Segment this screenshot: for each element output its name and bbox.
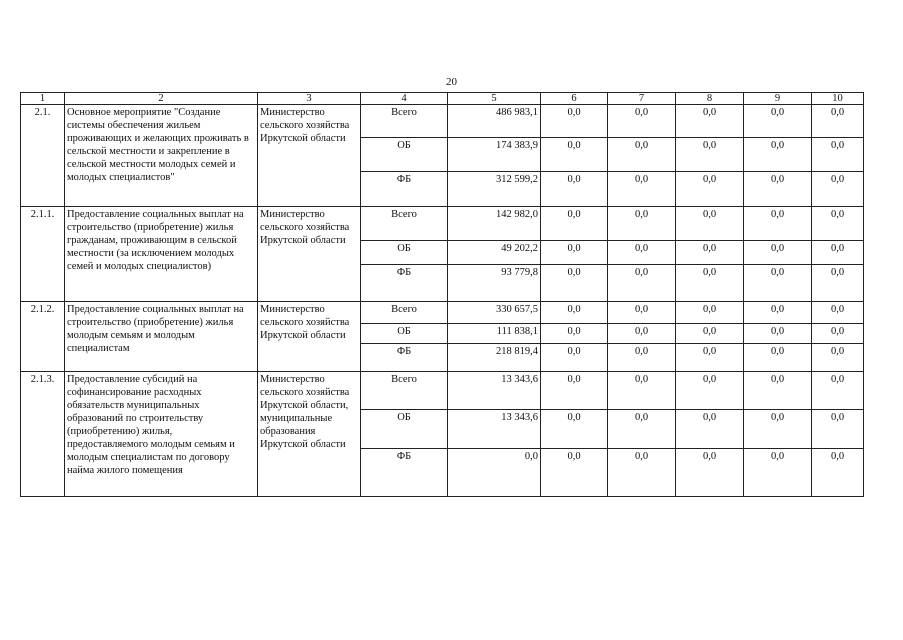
value-col-10: 0,0 bbox=[812, 172, 864, 207]
value-col-9: 0,0 bbox=[744, 410, 812, 449]
value-col-6: 0,0 bbox=[541, 449, 608, 497]
row-number: 2.1.2. bbox=[21, 302, 65, 372]
value-col-9: 0,0 bbox=[744, 324, 812, 344]
value-col-5: 330 657,5 bbox=[448, 302, 541, 324]
row-number: 2.1.3. bbox=[21, 372, 65, 497]
value-col-6: 0,0 bbox=[541, 105, 608, 138]
value-col-10: 0,0 bbox=[812, 105, 864, 138]
value-col-9: 0,0 bbox=[744, 138, 812, 172]
value-col-10: 0,0 bbox=[812, 138, 864, 172]
value-col-8: 0,0 bbox=[676, 265, 744, 302]
value-col-5: 93 779,8 bbox=[448, 265, 541, 302]
value-col-7: 0,0 bbox=[608, 302, 676, 324]
row-organization: Министерство сельского хозяйства Иркутской области bbox=[258, 207, 361, 302]
header-col-8: 8 bbox=[676, 93, 744, 105]
value-col-8: 0,0 bbox=[676, 302, 744, 324]
table-row bbox=[21, 302, 864, 324]
value-col-10: 0,0 bbox=[812, 241, 864, 265]
value-col-10: 0,0 bbox=[812, 372, 864, 410]
value-col-10: 0,0 bbox=[812, 265, 864, 302]
funding-source: Всего bbox=[361, 105, 448, 138]
value-col-10: 0,0 bbox=[812, 449, 864, 497]
value-col-5: 0,0 bbox=[448, 449, 541, 497]
page-number: 20 bbox=[446, 76, 457, 88]
funding-source: ФБ bbox=[361, 265, 448, 302]
value-col-9: 0,0 bbox=[744, 172, 812, 207]
value-col-8: 0,0 bbox=[676, 172, 744, 207]
row-organization: Министерство сельского хозяйства Иркутской области bbox=[258, 105, 361, 207]
value-col-9: 0,0 bbox=[744, 207, 812, 241]
value-col-6: 0,0 bbox=[541, 172, 608, 207]
funding-source: Всего bbox=[361, 207, 448, 241]
header-row bbox=[21, 93, 864, 105]
value-col-9: 0,0 bbox=[744, 105, 812, 138]
budget-table bbox=[20, 92, 864, 497]
funding-source: ОБ bbox=[361, 410, 448, 449]
row-description: Предоставление субсидий на софинансирование расходных обязательств муниципальных образований по строительству (приобретению) жилья, предоставляемого молодым семьям и молодым специалистам по договору найма жилого помещения bbox=[65, 372, 258, 497]
value-col-6: 0,0 bbox=[541, 410, 608, 449]
funding-source: ОБ bbox=[361, 324, 448, 344]
value-col-7: 0,0 bbox=[608, 372, 676, 410]
row-organization: Министерство сельского хозяйства Иркутской области, муниципальные образования Иркутской области bbox=[258, 372, 361, 497]
funding-source: ФБ bbox=[361, 344, 448, 372]
value-col-8: 0,0 bbox=[676, 207, 744, 241]
funding-source: ОБ bbox=[361, 138, 448, 172]
funding-source: ФБ bbox=[361, 172, 448, 207]
value-col-8: 0,0 bbox=[676, 344, 744, 372]
table-row bbox=[21, 105, 864, 138]
value-col-6: 0,0 bbox=[541, 265, 608, 302]
funding-source: Всего bbox=[361, 302, 448, 324]
table-row bbox=[21, 207, 864, 241]
row-description: Основное мероприятие "Создание системы обеспечения жильем проживающих и желающих проживать в сельской местности и закрепление в сельской местности молодых семей и молодых специалистов" bbox=[65, 105, 258, 207]
value-col-10: 0,0 bbox=[812, 344, 864, 372]
row-description: Предоставление социальных выплат на строительство (приобретение) жилья молодым семьям и молодым специалистам bbox=[65, 302, 258, 372]
value-col-7: 0,0 bbox=[608, 265, 676, 302]
header-col-3: 3 bbox=[258, 93, 361, 105]
value-col-8: 0,0 bbox=[676, 241, 744, 265]
header-col-7: 7 bbox=[608, 93, 676, 105]
value-col-6: 0,0 bbox=[541, 324, 608, 344]
value-col-5: 218 819,4 bbox=[448, 344, 541, 372]
funding-source: Всего bbox=[361, 372, 448, 410]
value-col-10: 0,0 bbox=[812, 207, 864, 241]
value-col-7: 0,0 bbox=[608, 344, 676, 372]
value-col-5: 13 343,6 bbox=[448, 372, 541, 410]
header-col-10: 10 bbox=[812, 93, 864, 105]
row-number: 2.1. bbox=[21, 105, 65, 207]
value-col-8: 0,0 bbox=[676, 449, 744, 497]
value-col-8: 0,0 bbox=[676, 105, 744, 138]
value-col-6: 0,0 bbox=[541, 302, 608, 324]
value-col-8: 0,0 bbox=[676, 138, 744, 172]
value-col-8: 0,0 bbox=[676, 324, 744, 344]
value-col-9: 0,0 bbox=[744, 372, 812, 410]
value-col-7: 0,0 bbox=[608, 105, 676, 138]
header-col-5: 5 bbox=[448, 93, 541, 105]
value-col-10: 0,0 bbox=[812, 410, 864, 449]
value-col-9: 0,0 bbox=[744, 265, 812, 302]
value-col-8: 0,0 bbox=[676, 410, 744, 449]
row-description: Предоставление социальных выплат на строительство (приобретение) жилья гражданам, проживающим в сельской местности (за исключением молодых семей и молодых специалистов) bbox=[65, 207, 258, 302]
value-col-9: 0,0 bbox=[744, 449, 812, 497]
value-col-10: 0,0 bbox=[812, 302, 864, 324]
value-col-6: 0,0 bbox=[541, 372, 608, 410]
value-col-7: 0,0 bbox=[608, 241, 676, 265]
value-col-8: 0,0 bbox=[676, 372, 744, 410]
value-col-6: 0,0 bbox=[541, 207, 608, 241]
value-col-7: 0,0 bbox=[608, 138, 676, 172]
value-col-7: 0,0 bbox=[608, 172, 676, 207]
value-col-5: 142 982,0 bbox=[448, 207, 541, 241]
value-col-9: 0,0 bbox=[744, 302, 812, 324]
value-col-5: 486 983,1 bbox=[448, 105, 541, 138]
header-col-1: 1 bbox=[21, 93, 65, 105]
value-col-9: 0,0 bbox=[744, 344, 812, 372]
funding-source: ОБ bbox=[361, 241, 448, 265]
value-col-5: 312 599,2 bbox=[448, 172, 541, 207]
value-col-6: 0,0 bbox=[541, 241, 608, 265]
value-col-5: 49 202,2 bbox=[448, 241, 541, 265]
value-col-5: 111 838,1 bbox=[448, 324, 541, 344]
value-col-7: 0,0 bbox=[608, 410, 676, 449]
value-col-5: 13 343,6 bbox=[448, 410, 541, 449]
value-col-10: 0,0 bbox=[812, 324, 864, 344]
value-col-7: 0,0 bbox=[608, 324, 676, 344]
funding-source: ФБ bbox=[361, 449, 448, 497]
row-number: 2.1.1. bbox=[21, 207, 65, 302]
header-col-2: 2 bbox=[65, 93, 258, 105]
row-organization: Министерство сельского хозяйства Иркутской области bbox=[258, 302, 361, 372]
value-col-6: 0,0 bbox=[541, 138, 608, 172]
value-col-5: 174 383,9 bbox=[448, 138, 541, 172]
header-col-6: 6 bbox=[541, 93, 608, 105]
value-col-7: 0,0 bbox=[608, 449, 676, 497]
value-col-9: 0,0 bbox=[744, 241, 812, 265]
header-col-9: 9 bbox=[744, 93, 812, 105]
header-col-4: 4 bbox=[361, 93, 448, 105]
value-col-6: 0,0 bbox=[541, 344, 608, 372]
table-row bbox=[21, 372, 864, 410]
value-col-7: 0,0 bbox=[608, 207, 676, 241]
